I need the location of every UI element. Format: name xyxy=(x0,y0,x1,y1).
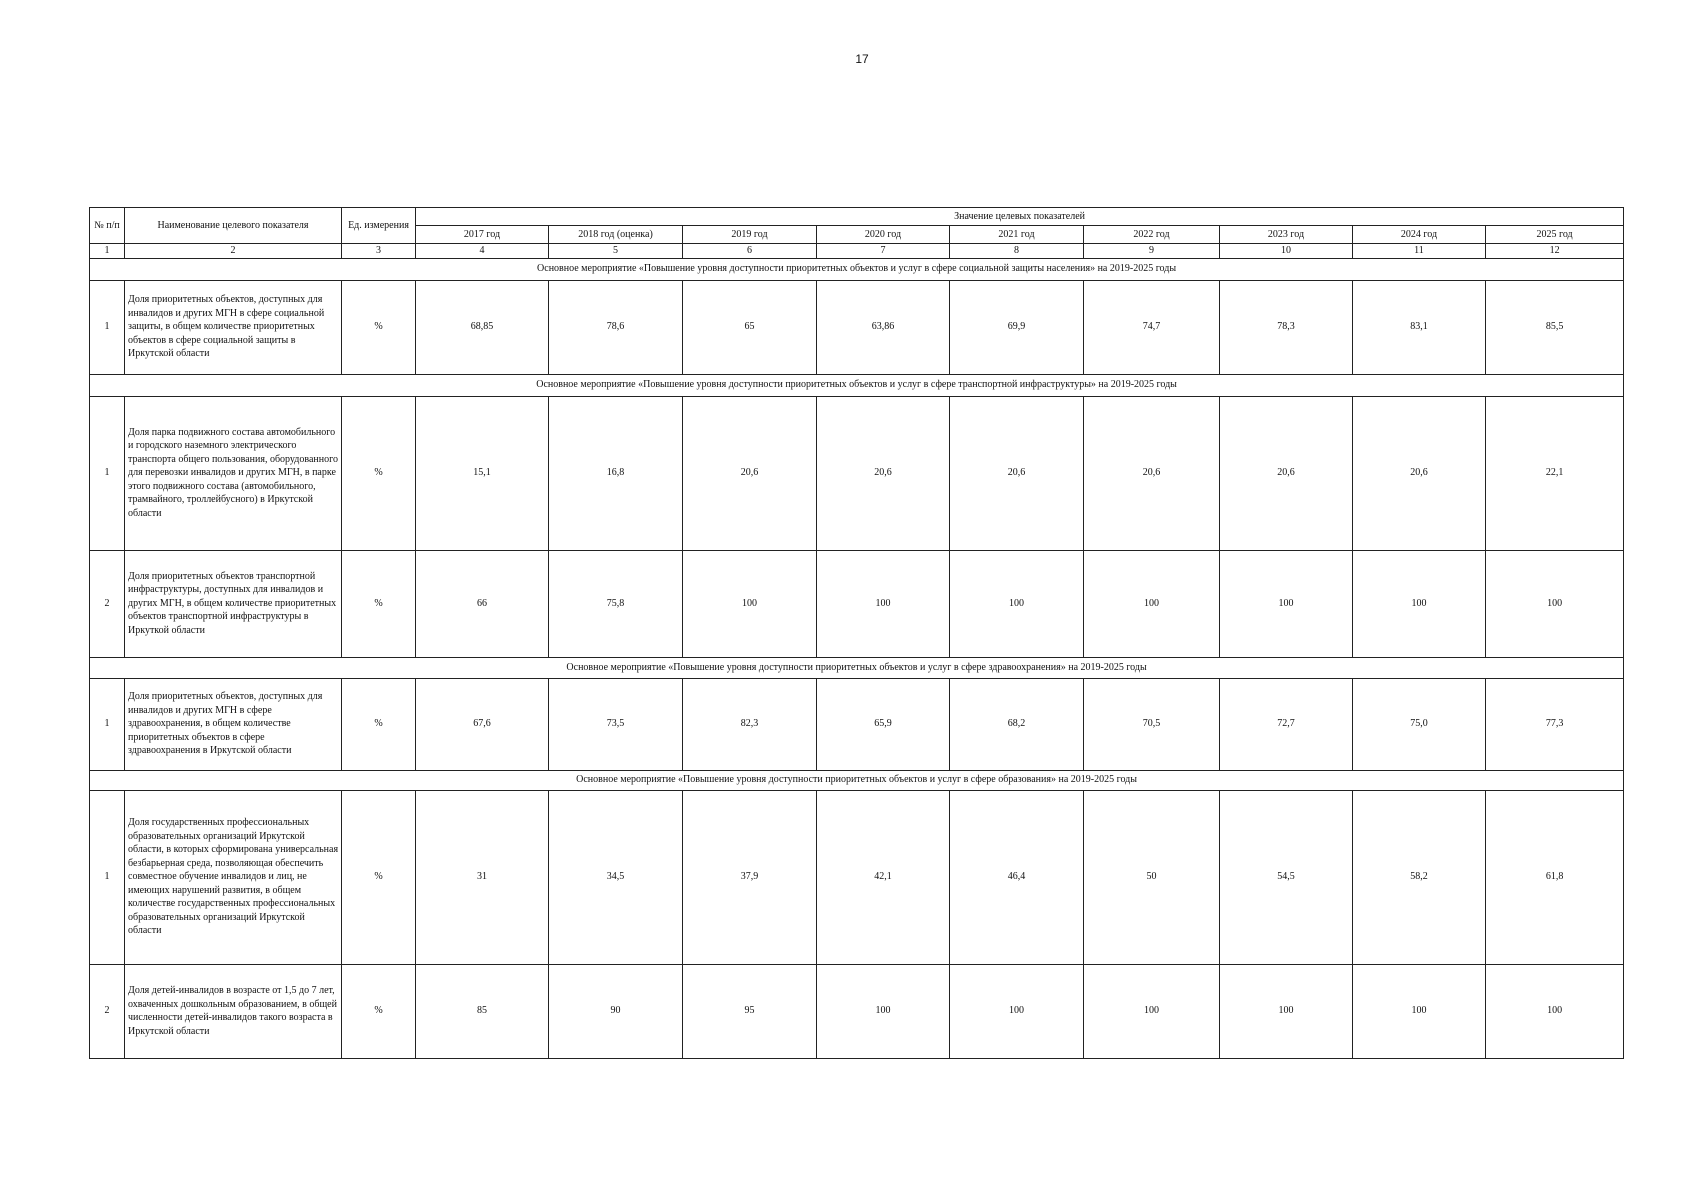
value-cell: 22,1 xyxy=(1486,396,1624,550)
column-number: 11 xyxy=(1353,244,1486,259)
value-cell: 37,9 xyxy=(683,790,817,964)
value-cell: 100 xyxy=(1486,550,1624,657)
unit-cell: % xyxy=(342,396,416,550)
value-cell: 95 xyxy=(683,964,817,1058)
unit-cell: % xyxy=(342,790,416,964)
unit-cell: % xyxy=(342,550,416,657)
value-cell: 100 xyxy=(683,550,817,657)
value-cell: 15,1 xyxy=(416,396,549,550)
value-cell: 58,2 xyxy=(1353,790,1486,964)
value-cell: 100 xyxy=(1486,964,1624,1058)
value-cell: 77,3 xyxy=(1486,678,1624,770)
column-number: 6 xyxy=(683,244,817,259)
column-number: 2 xyxy=(125,244,342,259)
value-cell: 75,8 xyxy=(549,550,683,657)
value-cell: 70,5 xyxy=(1084,678,1220,770)
value-cell: 100 xyxy=(950,964,1084,1058)
column-number: 5 xyxy=(549,244,683,259)
value-cell: 34,5 xyxy=(549,790,683,964)
value-cell: 50 xyxy=(1084,790,1220,964)
value-cell: 100 xyxy=(1220,964,1353,1058)
header-indicator-name: Наименование целевого показателя xyxy=(125,208,342,244)
row-number: 2 xyxy=(90,964,125,1058)
value-cell: 100 xyxy=(817,964,950,1058)
table-row xyxy=(90,964,1624,1058)
value-cell: 74,7 xyxy=(1084,280,1220,374)
row-number: 1 xyxy=(90,790,125,964)
section-title: Основное мероприятие «Повышение уровня доступности приоритетных объектов и услуг в сфере образования» на 2019-2025 годы xyxy=(90,770,1624,790)
column-number: 4 xyxy=(416,244,549,259)
header-year: 2019 год xyxy=(683,226,817,244)
table-row xyxy=(90,280,1624,374)
column-number: 7 xyxy=(817,244,950,259)
header-year: 2022 год xyxy=(1084,226,1220,244)
value-cell: 100 xyxy=(817,550,950,657)
header-year: 2025 год xyxy=(1486,226,1624,244)
section-title: Основное мероприятие «Повышение уровня доступности приоритетных объектов и услуг в сфере транспортной инфраструктуры» на 2019-2025 годы xyxy=(90,374,1624,396)
table-row xyxy=(90,678,1624,770)
value-cell: 16,8 xyxy=(549,396,683,550)
page-number: 17 xyxy=(855,52,869,66)
header-values-group: Значение целевых показателей xyxy=(416,208,1624,226)
value-cell: 20,6 xyxy=(683,396,817,550)
value-cell: 20,6 xyxy=(950,396,1084,550)
unit-cell: % xyxy=(342,964,416,1058)
row-number: 1 xyxy=(90,280,125,374)
column-number: 3 xyxy=(342,244,416,259)
value-cell: 69,9 xyxy=(950,280,1084,374)
column-number: 1 xyxy=(90,244,125,259)
value-cell: 100 xyxy=(1220,550,1353,657)
value-cell: 78,3 xyxy=(1220,280,1353,374)
value-cell: 20,6 xyxy=(1353,396,1486,550)
header-year: 2021 год xyxy=(950,226,1084,244)
value-cell: 100 xyxy=(1084,550,1220,657)
header-year: 2017 год xyxy=(416,226,549,244)
indicator-name: Доля государственных профессиональных образовательных организаций Иркутской области, в которых сформирована универсальная безбарьерная среда, позволяющая обеспечить совместное обучение инвалидов и лиц, не имеющих нарушений развития, в общем количестве государственных профессиональных образовательных организаций Иркутской области xyxy=(125,790,342,964)
value-cell: 90 xyxy=(549,964,683,1058)
value-cell: 65,9 xyxy=(817,678,950,770)
row-number: 1 xyxy=(90,678,125,770)
value-cell: 85 xyxy=(416,964,549,1058)
value-cell: 46,4 xyxy=(950,790,1084,964)
value-cell: 78,6 xyxy=(549,280,683,374)
table-row xyxy=(90,396,1624,550)
column-number: 10 xyxy=(1220,244,1353,259)
value-cell: 100 xyxy=(1084,964,1220,1058)
section-header-row xyxy=(90,374,1624,396)
section-title: Основное мероприятие «Повышение уровня доступности приоритетных объектов и услуг в сфере здравоохранения» на 2019-2025 годы xyxy=(90,657,1624,678)
value-cell: 61,8 xyxy=(1486,790,1624,964)
value-cell: 72,7 xyxy=(1220,678,1353,770)
value-cell: 67,6 xyxy=(416,678,549,770)
value-cell: 63,86 xyxy=(817,280,950,374)
section-header-row xyxy=(90,770,1624,790)
indicator-name: Доля детей-инвалидов в возрасте от 1,5 до 7 лет, охваченных дошкольным образованием, в общей численности детей-инвалидов такого возраста в Иркутской области xyxy=(125,964,342,1058)
indicator-name: Доля приоритетных объектов, доступных для инвалидов и других МГН в сфере здравоохранения, в общем количестве приоритетных объектов в сфере здравоохранения в Иркутской области xyxy=(125,678,342,770)
indicator-name: Доля приоритетных объектов, доступных для инвалидов и других МГН в сфере социальной защиты, в общем количестве приоритетных объектов в сфере социальной защиты в Иркутской области xyxy=(125,280,342,374)
header-year: 2024 год xyxy=(1353,226,1486,244)
header-year: 2023 год xyxy=(1220,226,1353,244)
section-title: Основное мероприятие «Повышение уровня доступности приоритетных объектов и услуг в сфере социальной защиты населения» на 2019-2025 годы xyxy=(90,258,1624,280)
indicator-name: Доля приоритетных объектов транспортной инфраструктуры, доступных для инвалидов и других МГН, в общем количестве приоритетных объектов транспортной инфраструктуры в Иркуткой области xyxy=(125,550,342,657)
value-cell: 75,0 xyxy=(1353,678,1486,770)
value-cell: 68,85 xyxy=(416,280,549,374)
indicator-name: Доля парка подвижного состава автомобильного и городского наземного электрического транспорта общего пользования, оборудованного для перевозки инвалидов и других МГН, в парке этого подвижного состава (автомобильного, трамвайного, троллейбусного) в Иркутской области xyxy=(125,396,342,550)
value-cell: 73,5 xyxy=(549,678,683,770)
column-number: 12 xyxy=(1486,244,1624,259)
header-unit: Ед. измерения xyxy=(342,208,416,244)
value-cell: 82,3 xyxy=(683,678,817,770)
value-cell: 85,5 xyxy=(1486,280,1624,374)
value-cell: 20,6 xyxy=(1084,396,1220,550)
row-number: 1 xyxy=(90,396,125,550)
table-row xyxy=(90,550,1624,657)
target-indicators-table xyxy=(89,207,1624,1059)
value-cell: 100 xyxy=(950,550,1084,657)
value-cell: 42,1 xyxy=(817,790,950,964)
table-row xyxy=(90,790,1624,964)
value-cell: 100 xyxy=(1353,550,1486,657)
value-cell: 20,6 xyxy=(1220,396,1353,550)
section-header-row xyxy=(90,657,1624,678)
value-cell: 100 xyxy=(1353,964,1486,1058)
value-cell: 68,2 xyxy=(950,678,1084,770)
value-cell: 31 xyxy=(416,790,549,964)
column-number: 8 xyxy=(950,244,1084,259)
header-year: 2020 год xyxy=(817,226,950,244)
value-cell: 66 xyxy=(416,550,549,657)
header-number: № п/п xyxy=(90,208,125,244)
row-number: 2 xyxy=(90,550,125,657)
value-cell: 65 xyxy=(683,280,817,374)
unit-cell: % xyxy=(342,280,416,374)
column-number: 9 xyxy=(1084,244,1220,259)
unit-cell: % xyxy=(342,678,416,770)
section-header-row xyxy=(90,258,1624,280)
value-cell: 54,5 xyxy=(1220,790,1353,964)
value-cell: 20,6 xyxy=(817,396,950,550)
header-year: 2018 год (оценка) xyxy=(549,226,683,244)
value-cell: 83,1 xyxy=(1353,280,1486,374)
